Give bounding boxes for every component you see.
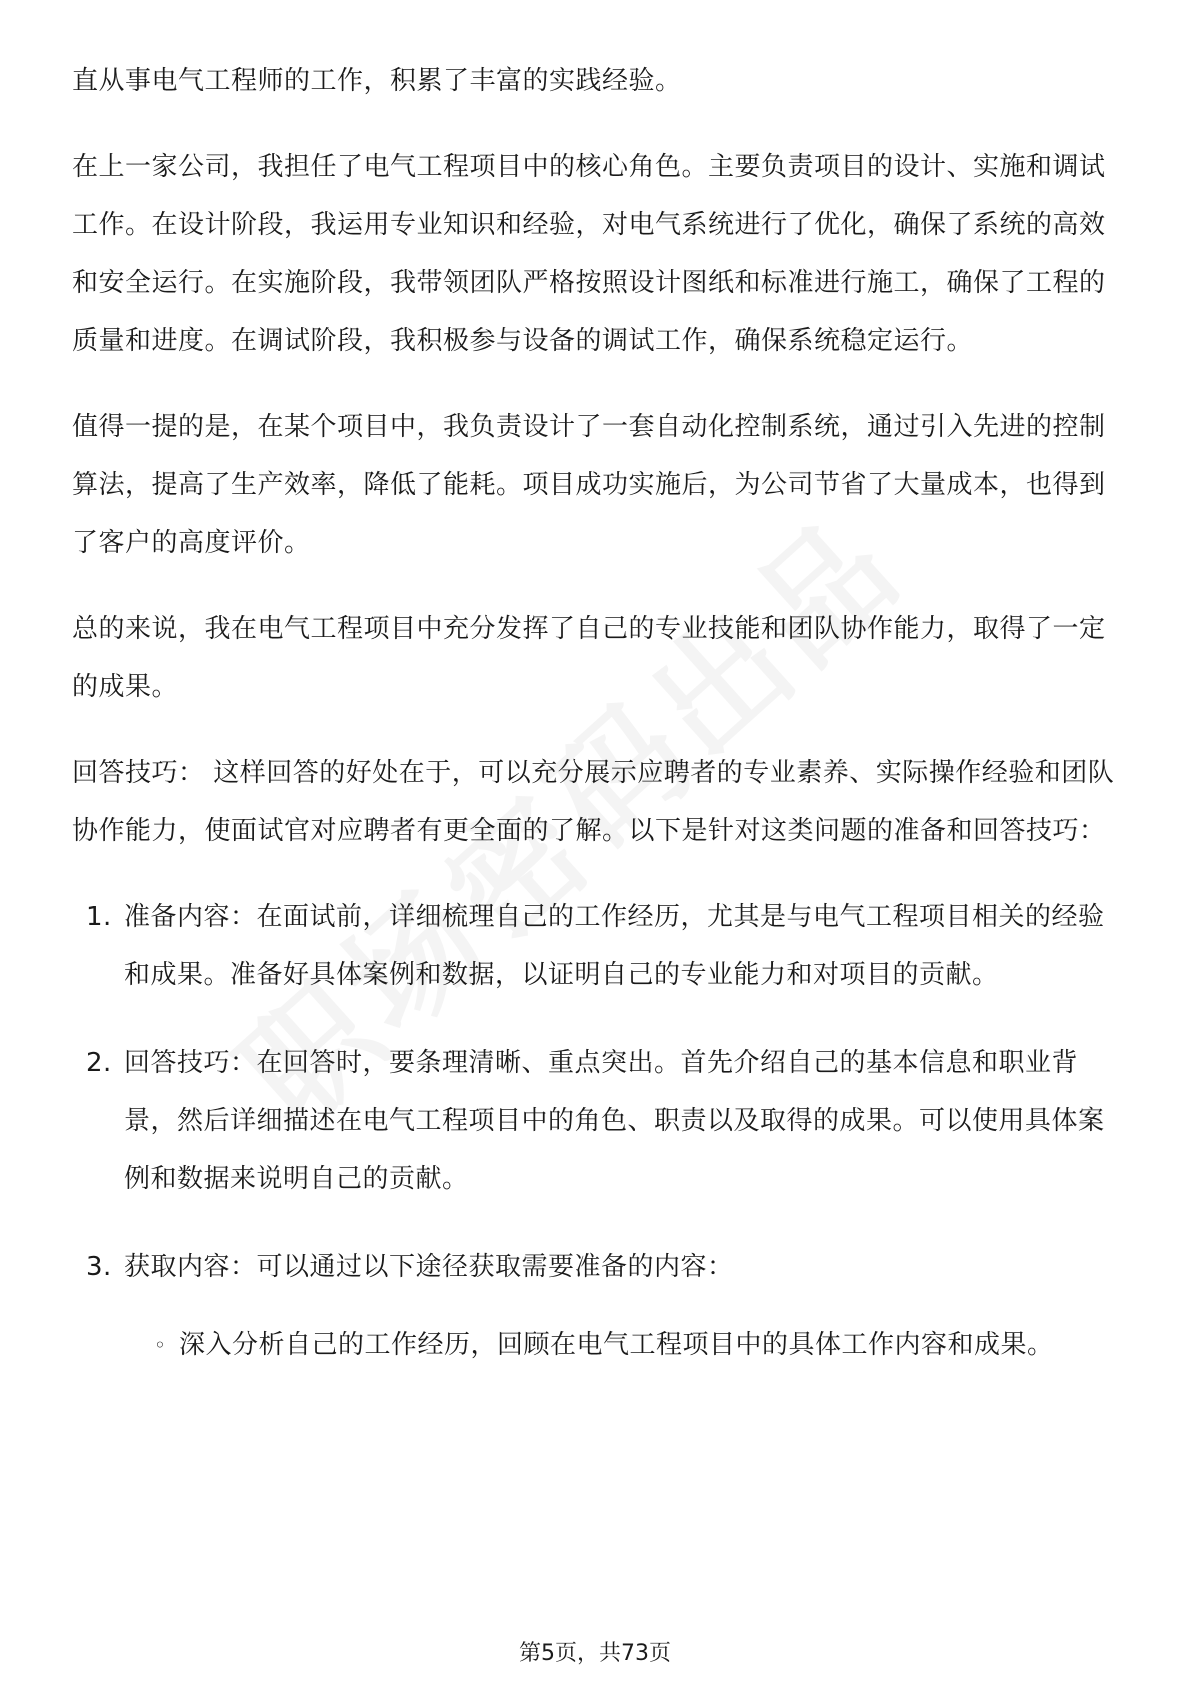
- list-item-text: 回答技巧：在回答时，要条理清晰、重点突出。首先介绍自己的基本信息和职业背景，然后详细描述在电气工程项目中的角色、职责以及取得的成果。可以使用具体案例和数据来说明自己的贡献。: [124, 1048, 1105, 1194]
- sub-list-item-text: 深入分析自己的工作经历，回顾在电气工程项目中的具体工作内容和成果。: [179, 1330, 1054, 1360]
- paragraph-summary: 总的来说，我在电气工程项目中充分发挥了自己的专业技能和团队协作能力，取得了一定的成果。: [72, 614, 1106, 702]
- document-body: [72, 52, 1122, 1404]
- list-number: 3.: [86, 1252, 112, 1282]
- paragraph-intro-end: 直从事电气工程师的工作，积累了丰富的实践经验。: [72, 66, 682, 96]
- sub-list-item: [124, 1316, 1122, 1374]
- list-item-text: 获取内容：可以通过以下途径获取需要准备的内容：: [124, 1252, 734, 1282]
- list-number: 2.: [86, 1048, 112, 1078]
- list-item: [72, 1238, 1122, 1374]
- paragraph-project-highlight: 值得一提的是，在某个项目中，我负责设计了一套自动化控制系统，通过引入先进的控制算法，提高了生产效率，降低了能耗。项目成功实施后，为公司节省了大量成本，也得到了客户的高度评价。: [72, 412, 1106, 558]
- paragraph-answer-tips: 回答技巧： 这样回答的好处在于，可以充分展示应聘者的专业素养、实际操作经验和团队协作能力，使面试官对应聘者有更全面的了解。以下是针对这类问题的准备和回答技巧：: [72, 758, 1115, 846]
- list-item: [72, 888, 1122, 1004]
- list-number: 1.: [86, 902, 112, 932]
- list-item: [72, 1034, 1122, 1208]
- page-number-footer: 第5页，共73页: [519, 1641, 671, 1666]
- list-item-text: 准备内容：在面试前，详细梳理自己的工作经历，尤其是与电气工程项目相关的经验和成果。准备好具体案例和数据，以证明自己的专业能力和对项目的贡献。: [124, 902, 1105, 990]
- bullet-icon: ◦: [154, 1333, 167, 1357]
- paragraph-previous-company: 在上一家公司，我担任了电气工程项目中的核心角色。主要负责项目的设计、实施和调试工作。在设计阶段，我运用专业知识和经验，对电气系统进行了优化，确保了系统的高效和安全运行。在实施阶段，我带领团队严格按照设计图纸和标准进行施工，确保了工程的质量和进度。在调试阶段，我积极参与设备的调试工作，确保系统稳定运行。: [72, 152, 1106, 356]
- sub-list: [124, 1316, 1122, 1374]
- tips-list: [72, 888, 1122, 1374]
